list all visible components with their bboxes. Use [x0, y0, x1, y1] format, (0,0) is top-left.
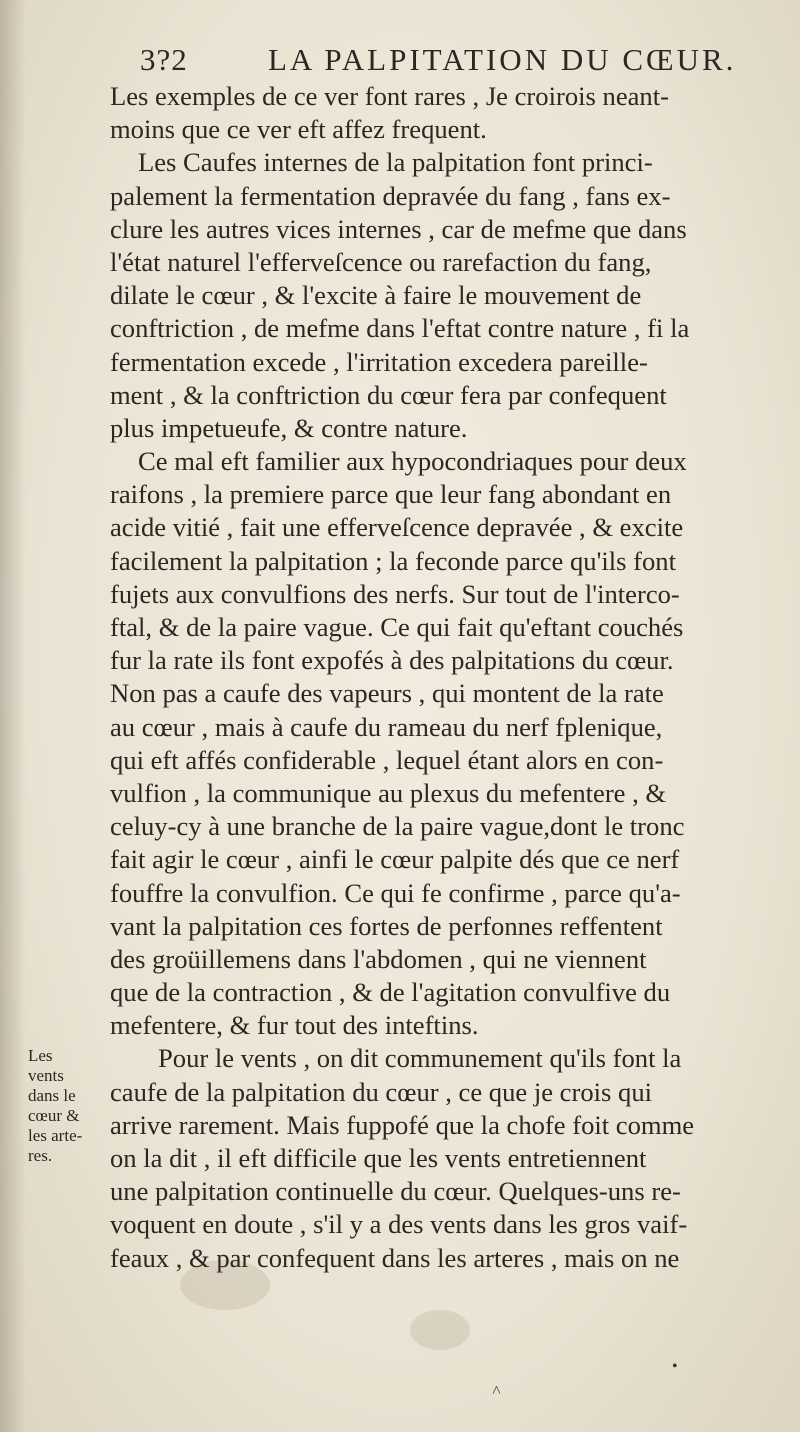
text-line: Non pas a caufe des vapeurs , qui montent de la rate — [110, 678, 664, 709]
running-title: LA PALPITATION DU CŒUR. — [268, 42, 737, 77]
paper-stain — [410, 1310, 470, 1350]
text-line: feaux , & par confequent dans les arteres , mais on ne — [110, 1242, 680, 1273]
margin-note-line: dans le — [28, 1086, 76, 1105]
text-line: celuy-cy à une branche de la paire vague,dont le tronc — [110, 811, 685, 842]
text-line: vulfion , la communique au plexus du mefentere , & — [110, 777, 667, 808]
text-line: moins que ce ver eft affez frequent. — [110, 114, 487, 145]
binding-shadow — [0, 0, 26, 1432]
margin-note-line: cœur & — [28, 1106, 80, 1125]
margin-note-line: vents — [28, 1066, 64, 1085]
text-line: palement la fermentation depravée du fang , fans ex- — [110, 180, 671, 211]
text-line: l'état naturel l'efferveſcence ou rarefaction du fang, — [110, 246, 652, 277]
text-line: Les exemples de ce ver font rares , Je croirois neant- — [110, 81, 669, 111]
text-line: Les Caufes internes de la palpitation font princi- — [138, 147, 653, 178]
text-line: voquent en doute , s'il y a des vents dans les gros vaif- — [110, 1209, 688, 1240]
page-header — [140, 42, 760, 82]
body-text — [110, 80, 800, 1275]
text-line: au cœur , mais à caufe du rameau du nerf fplenique, — [110, 711, 663, 742]
text-line: qui eft affés confiderable , lequel étant alors en con- — [110, 744, 664, 775]
text-line: on la dit , il eft difficile que les vents entretiennent — [110, 1143, 647, 1173]
margin-note — [28, 1046, 110, 1166]
text-line: dilate le cœur , & l'excite à faire le mouvement de — [110, 280, 642, 311]
page-number: 3?2 — [140, 42, 188, 77]
text-line: fur la rate ils font expofés à des palpitations du cœur. — [110, 645, 674, 676]
text-line: arrive rarement. Mais fuppofé que la chofe foit comme — [110, 1109, 695, 1140]
ink-speck: • — [672, 1358, 678, 1375]
margin-note-line: res. — [28, 1146, 53, 1165]
text-line: des groüillemens dans l'abdomen , qui ne viennent — [110, 943, 647, 974]
text-line: plus impetueufe, & contre nature. — [110, 412, 468, 443]
text-line: conftriction , de mefme dans l'eftat contre nature , fi la — [110, 313, 690, 344]
text-line: ment , & la conftriction du cœur fera par confequent — [110, 379, 667, 410]
text-line: clure les autres vices internes , car de mefme que dans — [110, 213, 687, 244]
text-line: fait agir le cœur , ainfi le cœur palpite dés que ce nerf — [110, 844, 680, 875]
text-line: raifons , la premiere parce que leur fang abondant en — [110, 479, 672, 510]
ink-speck: ˄ — [492, 1382, 502, 1399]
text-line: une palpitation continuelle du cœur. Quelques-uns re- — [110, 1176, 681, 1207]
text-line: fermentation excede , l'irritation excedera pareille- — [110, 346, 648, 377]
text-line: acide vitié , fait une efferveſcence depravée , & excite — [110, 512, 684, 543]
text-line: Ce mal eft familier aux hypocondriaques pour deux — [138, 446, 687, 477]
text-line: ftal, & de la paire vague. Ce qui fait qu'eftant couchés — [110, 612, 684, 642]
margin-note-line: Les — [28, 1046, 53, 1065]
margin-note-line: les arte- — [28, 1126, 83, 1145]
text-line: que de la contraction , & de l'agitation convulfive du — [110, 977, 671, 1008]
text-line: vant la palpitation ces fortes de perfonnes reffentent — [110, 910, 663, 941]
text-line: mefentere, & fur tout des inteftins. — [110, 1010, 479, 1041]
text-line: Pour le vents , on dit communement qu'ils font la — [158, 1043, 682, 1074]
text-line: facilement la palpitation ; la feconde parce qu'ils font — [110, 545, 676, 576]
text-line: caufe de la palpitation du cœur , ce que je crois qui — [110, 1076, 653, 1107]
text-line: fujets aux convulfions des nerfs. Sur tout de l'interco- — [110, 578, 680, 609]
text-line: fouffre la convulfion. Ce qui fe confirme , parce qu'a- — [110, 877, 681, 908]
